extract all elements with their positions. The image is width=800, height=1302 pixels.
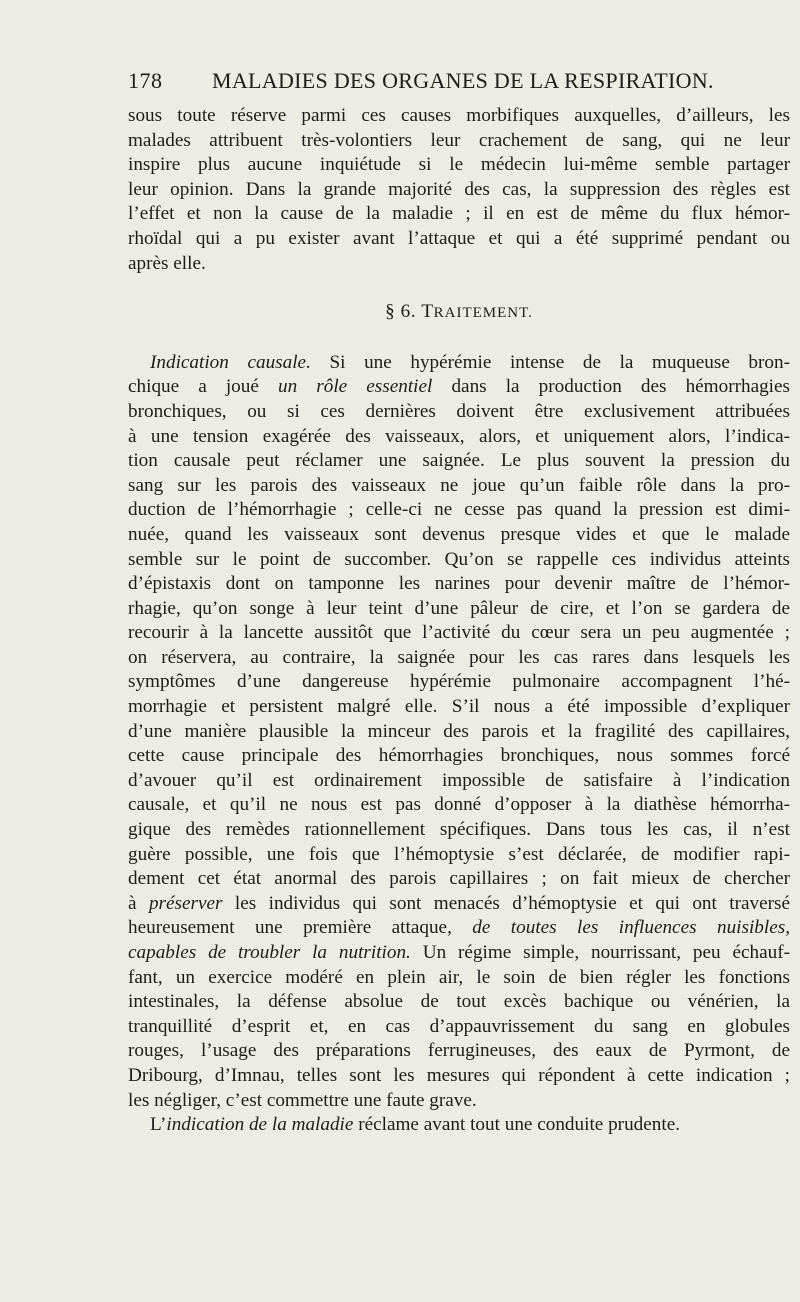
italic-phrase: indication de la maladie: [166, 1114, 354, 1136]
text-line: causale, et qu’il ne nous est pas donné d’opposer à la diathèse hémorrha-: [128, 794, 790, 816]
text-line: bronchiques, ou si ces dernières doivent être exclusivement attribuées: [128, 400, 790, 422]
text-line: à une tension exagérée des vaisseaux, alors, et uniquement alors, l’indica-: [128, 425, 790, 447]
italic-phrase: préserver: [148, 892, 223, 914]
text-line: d’avouer qu’il est ordinairement impossible de satisfaire à l’indication: [128, 769, 790, 791]
text-line: l’effet et non la cause de la maladie ; il en est de même du flux hémor-: [128, 203, 790, 225]
page-header: [128, 64, 790, 98]
text-line: gique des remèdes rationnellement spécifiques. Dans tous les cas, il n’est: [128, 819, 790, 841]
text-line: tion causale peut réclamer une saignée. Le plus souvent la pression du: [128, 450, 790, 472]
text-line: nuée, quand les vaisseaux sont devenus presque vides et que le malade: [128, 523, 790, 545]
text-line: on réservera, au contraire, la saignée pour les cas rares dans lesquels les: [128, 646, 790, 668]
text-line: symptômes d’une dangereuse hypérémie pulmonaire accompagnent l’hé-: [128, 671, 790, 693]
text-line: tranquillité d’esprit et, en cas d’appauvrissement du sang en globules: [128, 1015, 790, 1037]
italic-phrase: capables de troubler la nutrition.: [128, 942, 411, 963]
text-line: Indication causale. Si une hypérémie intense de la muqueuse bron-: [150, 351, 790, 373]
text-line: Dribourg, d’Imnau, telles sont les mesures qui répondent à cette indication ;: [128, 1064, 790, 1086]
text-line: capables de troubler la nutrition. Un régime simple, nourrissant, peu échauf-: [128, 942, 790, 963]
page-number: 178: [128, 68, 163, 93]
text-line: cette cause principale des hémorrhagies bronchiques, nous sommes forcé: [128, 745, 790, 767]
text-line: dement cet état anormal des parois capillaires ; on fait mieux de chercher: [128, 868, 790, 890]
text-line: sous toute réserve parmi ces causes morbifiques auxquelles, d’ailleurs, les: [128, 105, 790, 126]
text-line: intestinales, la défense absolue de tout excès bachique ou vénérien, la: [128, 991, 790, 1013]
text-line: malades attribuent très-volontiers leur crachement de sang, qui ne leur: [128, 129, 790, 151]
text-line: leur opinion. Dans la grande majorité des cas, la suppression des règles est: [128, 178, 790, 200]
section-title-rest: RAITEMENT.: [433, 305, 533, 322]
text-line: rhagie, qu’on songe à leur teint d’une pâleur de cire, et l’on se gardera de: [128, 597, 790, 619]
section-number: § 6.: [385, 301, 417, 323]
text-line: guère possible, une fois que l’hémoptysie s’est déclarée, de modifier rapi-: [128, 843, 790, 865]
text-line: heureusement une première attaque, de toutes les influences nuisibles,: [128, 917, 790, 939]
text-line: après elle.: [128, 252, 206, 274]
text-line: duction de l’hémorrhagie ; celle-ci ne cesse pas quand la pression est dimi-: [128, 499, 790, 521]
text-line: chique a joué un rôle essentiel dans la production des hémorrhagies: [128, 376, 790, 398]
text-line: semble sur le point de succomber. Qu’on se rappelle ces individus atteints: [128, 548, 790, 570]
section-title-initial: T: [421, 301, 434, 323]
text-line: à préserver les individus qui sont menacés d’hémoptysie et qui ont traversé: [128, 892, 790, 914]
text-line: recourir à la lancette aussitôt que l’activité du cœur sera un peu augmentée ;: [128, 622, 790, 644]
body-text: [128, 104, 790, 1138]
text-line: rouges, l’usage des préparations ferrugineuses, des eaux de Pyrmont, de: [128, 1040, 790, 1062]
italic-phrase: Indication causale.: [150, 351, 311, 373]
section-heading: [128, 300, 790, 325]
running-title: MALADIES DES ORGANES DE LA RESPIRATION.: [212, 68, 714, 93]
text-line: morrhagie et persistent malgré elle. S’il nous a été impossible d’expliquer: [128, 696, 790, 718]
text-line: inspire plus aucune inquiétude si le médecin lui-même semble partager: [128, 154, 790, 176]
italic-phrase: de toutes les influences nuisibles,: [472, 917, 790, 939]
text-line: L’indication de la maladie réclame avant tout une conduite prudente.: [150, 1114, 681, 1136]
text-line: fant, un exercice modéré en plein air, le soin de bien régler les fonctions: [128, 966, 790, 988]
text-line: rhoïdal qui a pu exister avant l’attaque et qui a été supprimé pendant ou: [128, 227, 790, 249]
text-line: sang sur les parois des vaisseaux ne joue qu’un faible rôle dans la pro-: [128, 474, 790, 496]
text-line: d’une manière plausible la minceur des parois et la fragilité des capillaires,: [128, 720, 790, 742]
text-line: d’épistaxis dont on tamponne les narines pour devenir maître de l’hémor-: [128, 573, 790, 595]
text-line: les négliger, c’est commettre une faute grave.: [128, 1089, 477, 1111]
italic-phrase: un rôle essentiel: [278, 376, 433, 398]
